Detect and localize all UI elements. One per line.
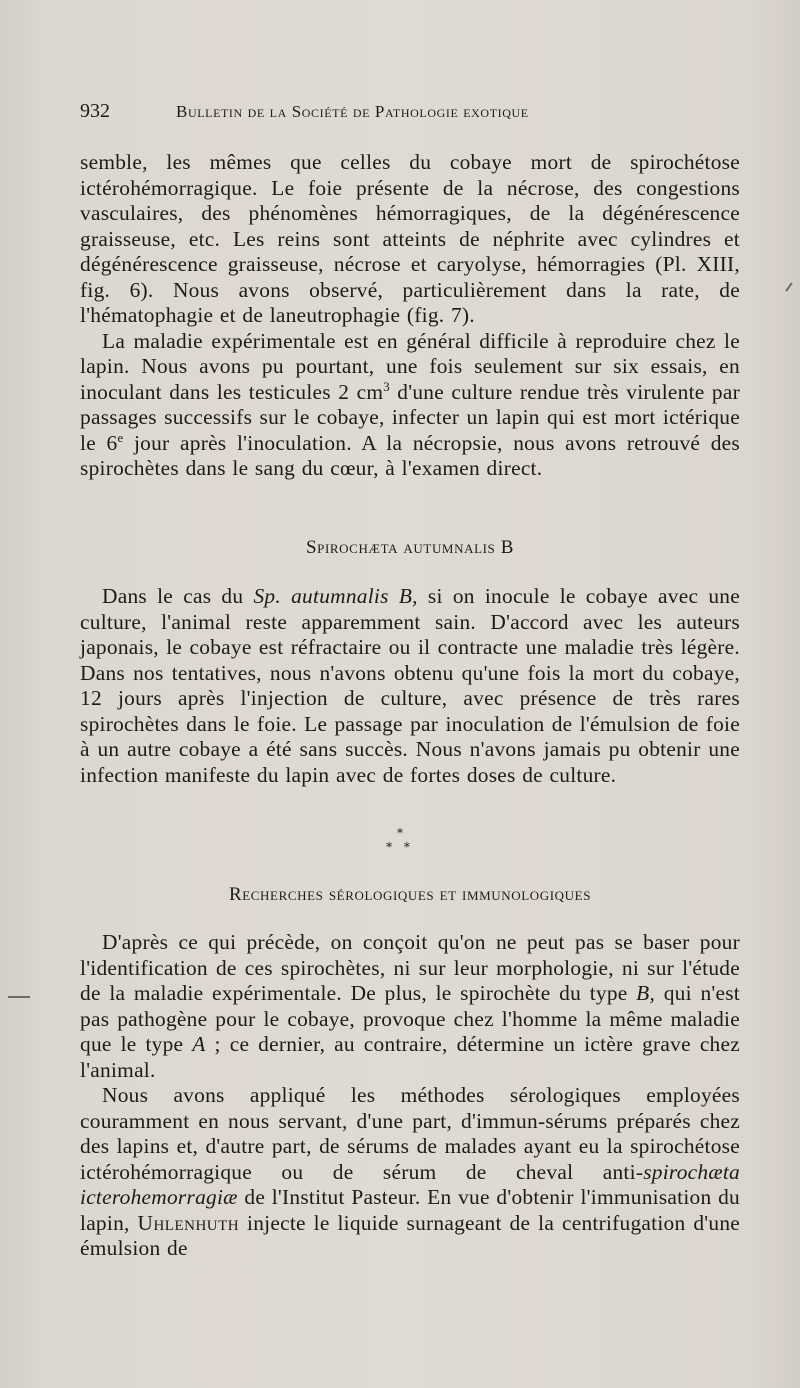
paragraph-rabbit-disease xyxy=(80,329,740,482)
journal-title: Bulletin de la Société de Pathologie exotique xyxy=(176,102,529,121)
paragraph-text: semble, les mêmes que celles du cobaye mort de spirochétose ictérohémorragique. Le foie présente de la nécrose, des congestions vasculaires, des phénomènes hémorragiques, de la dégénérescence graisseuse, etc. Les reins sont atteints de néphrite avec cylindres et dégénérescence graisseuse, nécrose et caryolyse, hémorragies (Pl. XIII, fig. 6). Nous avons observé, particulièrement dans la rate, de l'hématophagie et de laneutrophagie (fig. 7). xyxy=(80,150,740,327)
running-head xyxy=(80,100,740,128)
asterism-top: * xyxy=(397,826,403,840)
asterism xyxy=(380,826,420,860)
asterism-bottom: * * xyxy=(386,840,414,854)
paragraph-identification xyxy=(80,930,740,1083)
text-block-3 xyxy=(80,930,740,1262)
paragraph-text: Nous avons appliqué les méthodes sérologiques employées couramment en nous servant, d'une part, d'immun-sérums préparés chez des lapins et, d'autre part, de sérums de malades ayant eu la spirochétose ictérohémorragique ou de sérum de cheval anti- xyxy=(80,1083,740,1184)
paragraph-text: si on inocule le cobaye avec une culture, l'animal reste apparemment sain. D'accord avec les auteurs japonais, le cobaye est réfractaire ou il contracte une maladie très légère. Dans nos tentatives, nous n'avons obtenu qu'une fois la mort du cobaye, 12 jours après l'injection de culture, avec présence de très rares spirochètes dans le foie. Le passage par inoculation de l'émulsion de foie à un autre cobaye a été sans succès. Nous n'avons jamais pu obtenir une infection manifeste du lapin avec de fortes doses de culture. xyxy=(80,584,740,787)
paragraph-text: injecte le liquide surnageant de la centrifugation d'une émulsion de xyxy=(80,1210,741,1260)
paragraph-text: jour après l'inoculation. A la nécropsie, nous avons retrouvé des spirochètes dans le sang du cœur, à l'examen direct. xyxy=(80,430,740,480)
superscript: e xyxy=(117,430,124,445)
page-number: 932 xyxy=(80,100,110,122)
paragraph-autumnalis xyxy=(80,584,740,788)
superscript: 3 xyxy=(383,379,390,394)
paragraph-text: Dans le cas du xyxy=(102,584,254,608)
author-name: Uhlenhuth xyxy=(137,1210,240,1235)
species-name: Sp. autumnalis B, xyxy=(253,584,418,608)
paragraph-text: qui n'est pas pathogène pour le cobaye, provoque chez l'homme la même maladie que le type xyxy=(80,981,741,1056)
text-block-1 xyxy=(80,150,740,482)
margin-mark xyxy=(785,282,792,291)
paragraph-text: ; ce dernier, au contraire, détermine un ictère grave chez l'animal. xyxy=(80,1032,740,1082)
margin-mark xyxy=(8,996,30,998)
section-heading-serological: Recherches sérologiques et immunologiques xyxy=(228,884,592,905)
paragraph-methods xyxy=(80,1083,740,1262)
species-name: spirochæta icterohemorragiæ xyxy=(80,1159,740,1209)
paragraph-text: de l'Institut Pasteur. En vue d'obtenir l'immunisation du lapin, xyxy=(80,1185,740,1235)
type-name: A xyxy=(192,1032,206,1056)
type-name: B, xyxy=(636,981,656,1005)
text-block-2 xyxy=(80,584,740,788)
paragraph-text: D'après ce qui précède, on conçoit qu'on ne peut pas se baser pour l'identification de ces spirochètes, ni sur leur morphologie, ni sur l'étude de la maladie expérimentale. De plus, le spirochète du type xyxy=(80,930,740,1005)
paragraph-continuation xyxy=(80,150,740,329)
paragraph-text: La maladie expérimentale est en général difficile à reproduire chez le lapin. Nous avons pu pourtant, une fois seulement sur six essais, en inoculant dans les testicules 2 cm xyxy=(80,328,740,404)
paragraph-text: d'une culture rendue très virulente par passages successifs sur le cobaye, infecter un lapin qui est mort ictérique le 6 xyxy=(80,379,740,455)
section-heading-autumnalis: Spirochæta autumnalis B xyxy=(305,537,514,558)
